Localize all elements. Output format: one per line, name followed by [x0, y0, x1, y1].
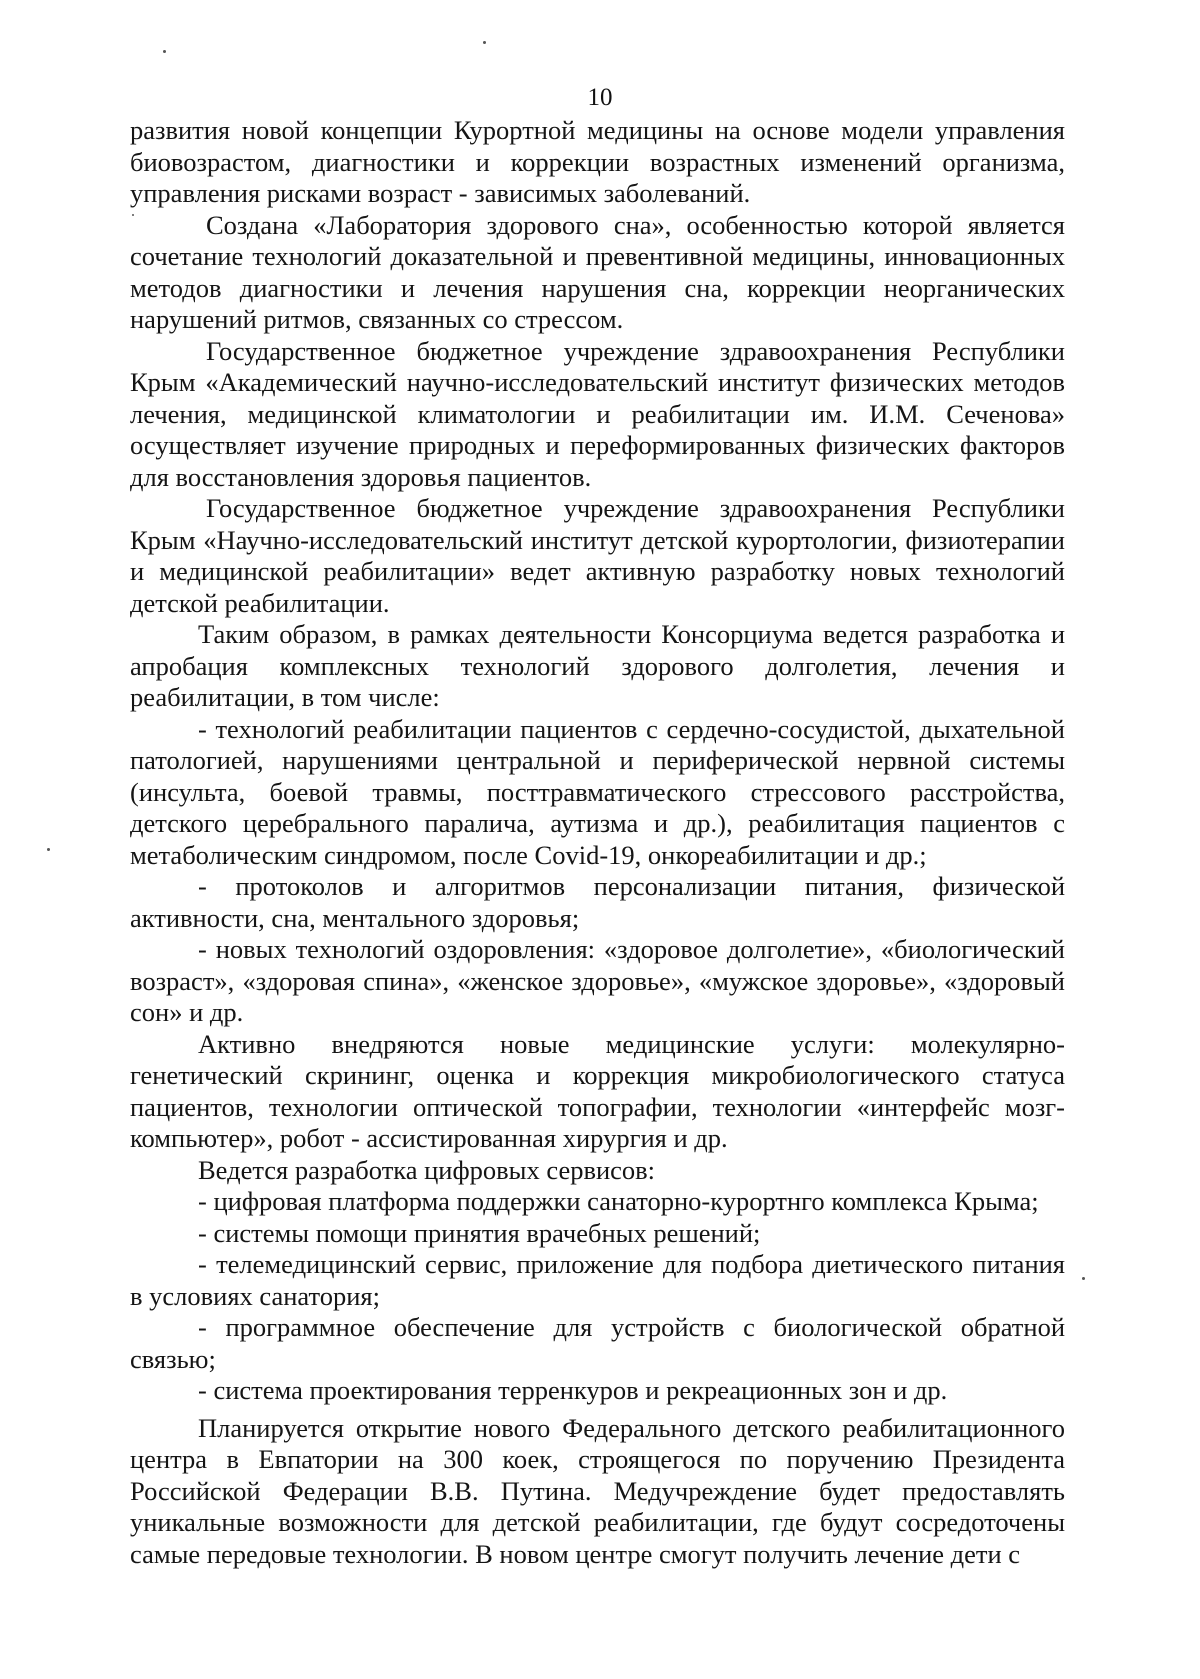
paragraph-pediatric-institute: Государственное бюджетное учреждение здравоохранения Республики Крым «Научно-исследовательский институт детской курортологии, физиотерапии и медицинской реабилитации» ведет активную разработку новых технологий детской реабилитации.: [130, 493, 1065, 618]
list-item-rehab-technologies: - технологий реабилитации пациентов с сердечно-сосудистой, дыхательной патологией, нарушениями центральной и периферической нервной системы (инсульта, боевой травмы, посттравматического стрессового расстройства, детского церебрального паралича, аутизма и др.), реабилитация пациентов с метаболическим синдромом, после Covid-19, онкореабилитации и др.;: [130, 713, 1065, 870]
scan-speck: [47, 848, 50, 851]
document-body: [130, 115, 1065, 1570]
list-item-personalization-protocols: - протоколов и алгоритмов персонализации питания, физической активности, сна, ментального здоровья;: [130, 871, 1065, 933]
list-item-decision-support: - системы помощи принятия врачебных решений;: [198, 1217, 761, 1248]
scan-speck: [163, 50, 166, 53]
paragraph-sleep-lab: Создана «Лаборатория здорового сна», особенностью которой является сочетание технологий доказательной и превентивной медицины, инновационных методов диагностики и лечения нарушения сна, коррекции неорганических нарушений ритмов, связанных со стрессом.: [130, 209, 1065, 334]
list-item-terrain-design: - система проектирования терренкуров и рекреационных зон и др.: [198, 1375, 948, 1405]
scan-speck: [132, 214, 134, 216]
scan-speck: [1082, 1277, 1085, 1280]
page-number: 10: [587, 84, 613, 111]
list-item-biofeedback-software: - программное обеспечение для устройств с биологической обратной связью;: [130, 1312, 1065, 1374]
paragraph-evpatoria-center: Планируется открытие нового Федерального детского реабилитационного центра в Евпатории на 300 коек, строящегося по поручению Президента Российской Федерации В.В. Путина. Медучреждение будет предоставлять уникальные возможности для детской реабилитации, где будут сосредоточены самые передовые технологии. В новом центре смогут получить лечение дети с: [130, 1412, 1065, 1569]
paragraph-concept-continuation: развития новой концепции Курортной медицины на основе модели управления биовозрастом, диагностики и коррекции возрастных изменений организма, управления рисками возраст - зависимых заболеваний.: [130, 115, 1065, 208]
paragraph-consortium-summary: Таким образом, в рамках деятельности Консорциума ведется разработка и апробация комплексных технологий здорового долголетия, лечения и реабилитации, в том числе:: [130, 619, 1065, 712]
list-item-digital-platform: - цифровая платформа поддержки санаторно-курортнго комплекса Крыма;: [198, 1186, 1039, 1216]
paragraph-sechenov-institute: Государственное бюджетное учреждение здравоохранения Республики Крым «Академический научно-исследовательский институт физических методов лечения, медицинской климатологии и реабилитации им. И.М. Сеченова» осуществляет изучение природных и переформированных физических факторов для восстановления здоровья пациентов.: [130, 335, 1065, 492]
paragraph-new-medical-services: Активно внедряются новые медицинские услуги: молекулярно-генетический скрининг, оценка и коррекция микробиологического статуса пациентов, технологии оптической топографии, технологии «интерфейс мозг-компьютер», робот - ассистированная хирургия и др.: [130, 1028, 1065, 1153]
list-item-telemedicine: - телемедицинский сервис, приложение для подбора диетического питания в условиях санатория;: [130, 1249, 1065, 1311]
paragraph-digital-services-intro: Ведется разработка цифровых сервисов:: [198, 1154, 656, 1185]
scan-speck: [483, 41, 486, 44]
list-item-wellness-technologies: - новых технологий оздоровления: «здоровое долголетие», «биологический возраст», «здоровая спина», «женское здоровье», «мужское здоровье», «здоровый сон» и др.: [130, 934, 1065, 1027]
